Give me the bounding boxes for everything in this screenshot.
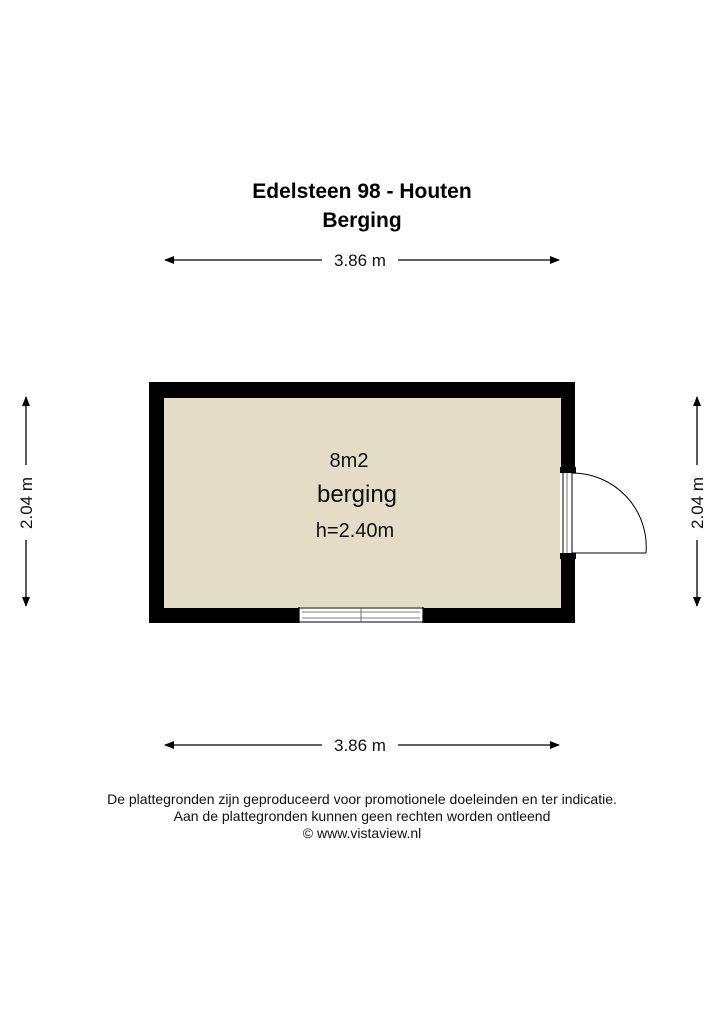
bottom-dimension <box>165 736 559 755</box>
window <box>299 607 423 623</box>
door-jamb-top <box>560 467 576 473</box>
room-area: 8m2 <box>329 450 369 472</box>
room-berging <box>149 382 646 623</box>
right-dimension-label: 2.04 m <box>688 477 707 529</box>
disclaimer-line-2: Aan de plattegronden kunnen geen rechten worden ontleend <box>173 808 551 824</box>
copyright-line: © www.vistaview.nl <box>302 825 422 841</box>
door-jamb-bottom <box>560 553 576 559</box>
door <box>560 467 646 559</box>
room-height: h=2.40m <box>315 520 395 542</box>
room-name: berging <box>316 481 398 508</box>
left-dimension-label: 2.04 m <box>17 477 36 529</box>
left-dimension <box>17 397 36 606</box>
right-dimension <box>688 397 707 606</box>
door-swing-arc <box>572 473 646 553</box>
plan-title: Edelsteen 98 - Houten <box>252 180 472 203</box>
disclaimer-line-1: De plattegronden zijn geproduceerd voor promotionele doeleinden en ter indicatie. <box>107 791 617 807</box>
plan-subtitle: Berging <box>322 209 402 232</box>
door-opening <box>560 467 576 559</box>
top-dimension <box>165 251 559 270</box>
bottom-dimension-label: 3.86 m <box>334 736 386 755</box>
top-dimension-label: 3.86 m <box>334 251 386 270</box>
